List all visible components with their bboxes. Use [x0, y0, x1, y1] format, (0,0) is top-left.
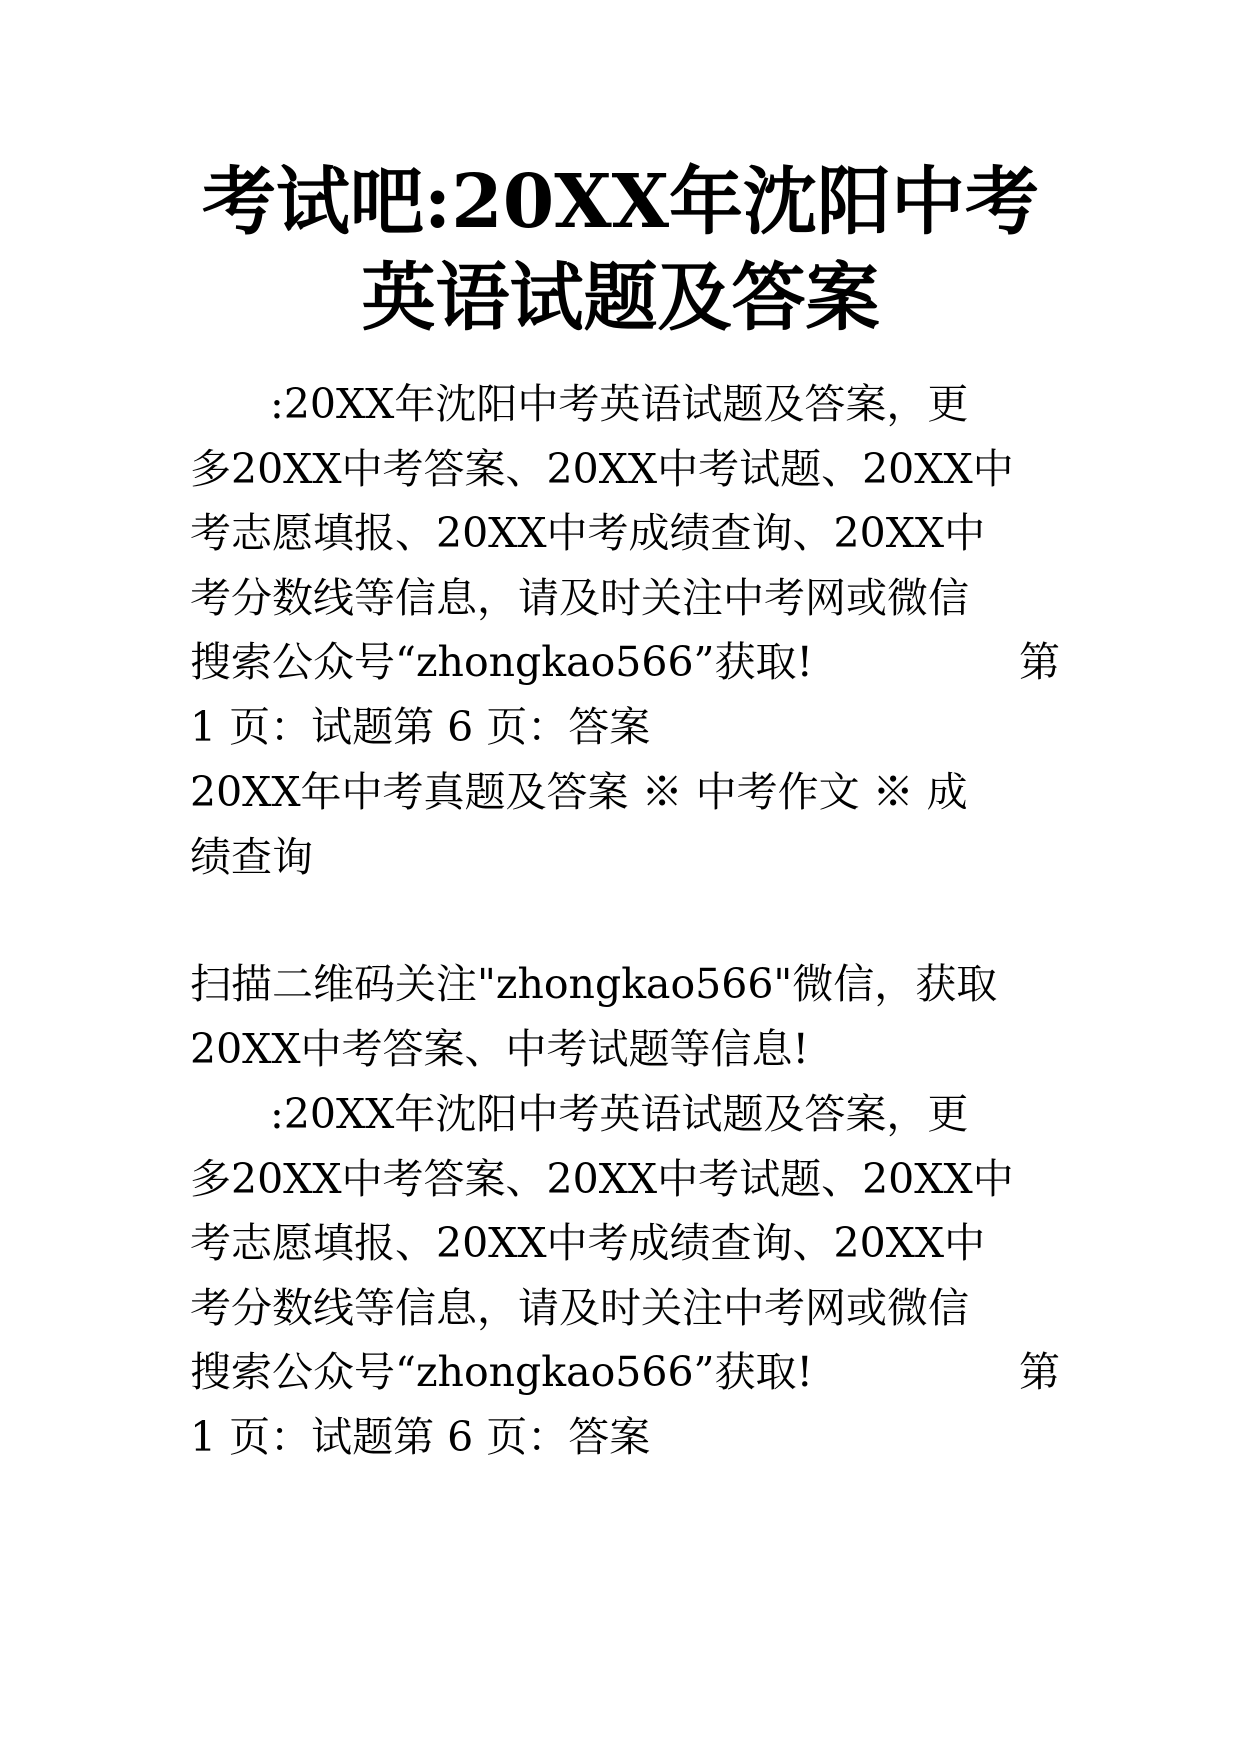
intro-line-4: 考分数线等信息，请及时关注中考网或微信 [190, 573, 969, 622]
nav-line-2[interactable]: 绩查询 [190, 832, 313, 881]
repeat-line-3: 考志愿填报、20XX中考成绩查询、20XX中 [190, 1219, 986, 1267]
title-line-2: 英语试题及答案 [361, 255, 880, 341]
intro-line-1: :20XX年沈阳中考英语试题及答案，更 [270, 380, 969, 428]
repeat-line-4: 考分数线等信息，请及时关注中考网或微信 [190, 1283, 969, 1332]
intro-paragraph [190, 372, 1060, 759]
repeat-paragraph [190, 1082, 1060, 1469]
intro-line-5-page: 第 [1019, 638, 1060, 686]
nav-links [190, 760, 1060, 889]
nav-line-1[interactable]: 20XX年中考真题及答案 ※ 中考作文 ※ 成 [190, 768, 968, 816]
repeat-line-5 [190, 1340, 1060, 1405]
repeat-line-5-page: 第 [1019, 1348, 1060, 1396]
qr-line-1: 扫描二维码关注"zhongkao566"微信，获取 [190, 960, 998, 1008]
repeat-line-5-text: 搜索公众号“zhongkao566”获取! [190, 1348, 813, 1396]
intro-line-3: 考志愿填报、20XX中考成绩查询、20XX中 [190, 509, 986, 557]
repeat-page-links[interactable]: 1 页：试题第 6 页：答案 [190, 1412, 651, 1461]
repeat-line-2: 多20XX中考答案、20XX中考试题、20XX中 [190, 1154, 1014, 1203]
repeat-line-1: :20XX年沈阳中考英语试题及答案，更 [270, 1090, 969, 1138]
page-title [150, 154, 1091, 346]
intro-line-2: 多20XX中考答案、20XX中考试题、20XX中 [190, 444, 1014, 493]
qr-line-2: 20XX中考答案、中考试题等信息! [190, 1024, 810, 1073]
intro-line-5-text: 搜索公众号“zhongkao566”获取! [190, 638, 813, 686]
intro-page-links[interactable]: 1 页：试题第 6 页：答案 [190, 702, 651, 751]
title-line-1: 考试吧:20XX年沈阳中考 [201, 159, 1040, 245]
qr-paragraph [190, 952, 1060, 1081]
intro-line-5 [190, 630, 1060, 695]
